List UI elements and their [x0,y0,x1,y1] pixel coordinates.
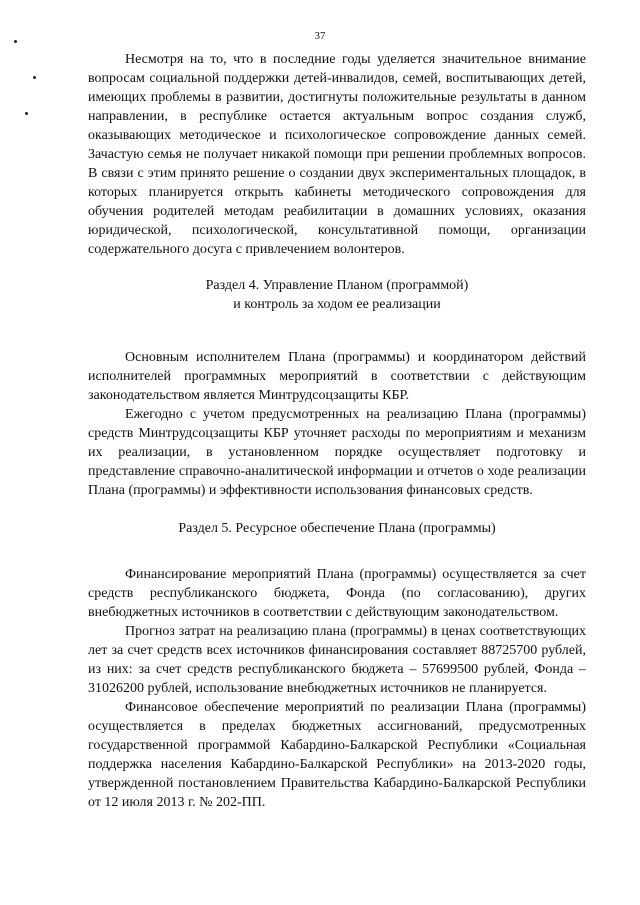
paragraph: Финансовое обеспечение мероприятий по реализации Плана (программы) осуществляется в пределах бюджетных ассигнований, предусмотренных государственной программой Кабардино-Балкарской Республики «Социальная поддержка населения Кабардино-Балкарской Республики» на 2013-2020 годы, утвержденной постановлением Правительства Кабардино-Балкарской Республики от 12 июля 2013 г. № 202-ПП. [88,700,586,810]
document-body [88,50,586,812]
margin-dot [25,112,28,115]
section-5-heading: Раздел 5. Ресурсное обеспечение Плана (программы) [178,521,496,536]
paragraph: Ежегодно с учетом предусмотренных на реализацию Плана (программы) средств Минтрудсоцзащиты КБР уточняет расходы по мероприятиям и механизм их реализации, в установленном порядке осуществляет подготовку и представление справочно-аналитической информации и отчетов о ходе реализации Плана (программы) и эффективности использования финансовых средств. [88,407,586,498]
margin-dot [14,40,17,43]
paragraph: Основным исполнителем Плана (программы) и координатором действий исполнителей программных мероприятий в соответствии с действующим законодательством является Минтрудсоцзащиты КБР. [88,350,586,403]
page-number: 37 [314,30,326,42]
margin-dot [33,76,36,79]
section-4-heading [88,276,586,314]
paragraph: Несмотря на то, что в последние годы уделяется значительное внимание вопросам социальной поддержки детей-инвалидов, семей, воспитывающих детей, имеющих проблемы в развитии, достигнуты положительные результаты в данном направлении, в республике остается актуальным вопрос создания служб, оказывающих методическое и психологическое сопровождение данных семей. Зачастую семья не получает никакой помощи при решении проблемных вопросов. В связи с этим принято решение о создании двух экспериментальных площадок, в которых планируется открыть кабинеты методического сопровождения для обучения родителей методам реабилитации в домашних условиях, оказания юридической, психологической, консультативной помощи, организации содержательного досуга с привлечением волонтеров. [88,52,586,257]
heading-line: и контроль за ходом ее реализации [233,297,441,312]
paragraph: Финансирование мероприятий Плана (программы) осуществляется за счет средств республиканского бюджета, Фонда (по согласованию), других внебюджетных источников в соответствии с действующим законодательством. [88,567,586,620]
paragraph: Прогноз затрат на реализацию плана (программы) в ценах соответствующих лет за счет средств всех источников финансирования составляет 88725700 рублей, из них: за счет средств республиканского бюджета – 57699500 рублей, Фонда – 31026200 рублей, использование внебюджетных источников не планируется. [88,624,586,696]
heading-line: Раздел 4. Управление Планом (программой) [205,278,469,293]
